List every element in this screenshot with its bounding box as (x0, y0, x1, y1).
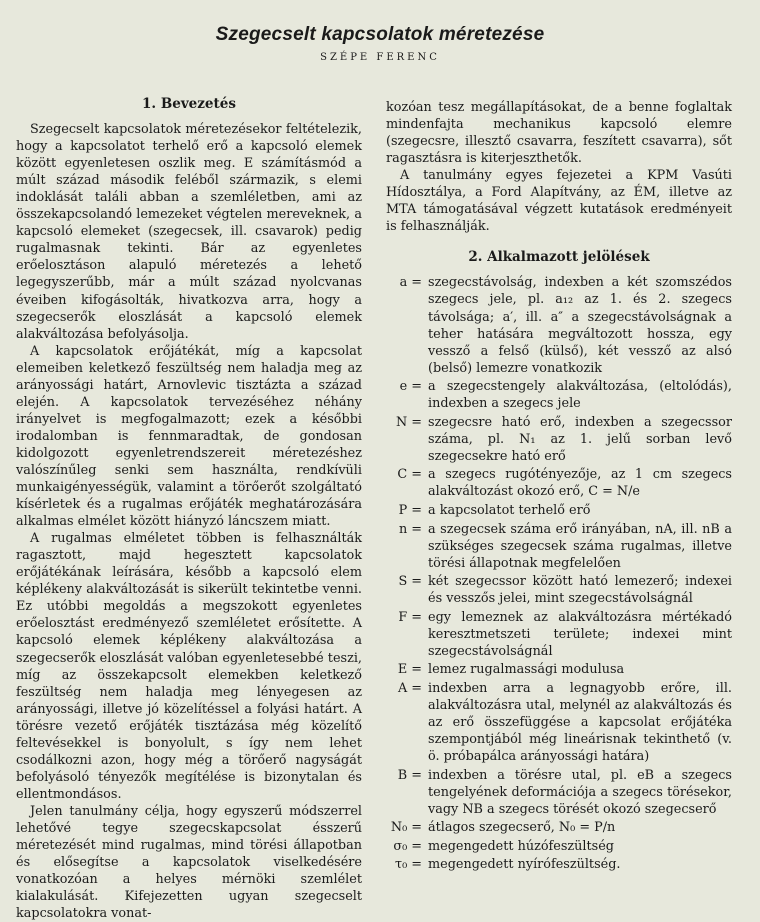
paragraph: kozóan tesz megállapításokat, de a benne foglaltak mindenfajta mechanikus kapcsoló elemre (szegecsre, illesztő csavarra, feszített csavarra), sőt ragasztásra is kiterjeszthetők. (386, 100, 732, 167)
paragraph: A rugalmas elméletet többen is felhasználták ragasztott, majd hegesztett kapcsolatok erőjátékának leírására, később a kapcsoló elem képlékeny alakváltozását is sikerült tekintetbe venni. Ez utóbbi megoldás a megszokott egyenletes erőelosztást eredményező szemléletet erősítette. A kapcsoló elemek képlékeny alakváltozása a szegecserők eloszlását valóban egyenletesebbé teszi, míg az összekapcsolt elemekben keletkező feszültség nem haladja meg lényegesen az arányossági, illetve jó közelítéssel a folyási határt. A törésre vezető erőjáték tisztázása még közelítő feltevésekkel is bonyolult, s így nem lehet csodálkozni azon, hogy még a törőerő nagyságát befolyásoló tényezők megítélése is bizonytalan és ellentmondásos. (16, 531, 362, 802)
right-column (386, 99, 732, 875)
definition-text: szegecstávolság, indexben a két szomszédos szegecs jele, pl. a₁₂ az 1. és 2. szegecs távolsága; a′, ill. a″ a szegecstávolságnak a teher hatására megváltozott hossza, egy vessző a felső (külső), két vessző az alsó (belső) lemezre vonatkozik (428, 275, 732, 376)
definition-symbol: τ₀ = (395, 857, 422, 873)
paragraph: A kapcsolatok erőjátékát, míg a kapcsolat elemeiben keletkező feszültség nem haladja meg az arányossági határt, Arnovlevic tisztázta a század elején. A kapcsolatok tervezéséhez néhány irányelvet is megfogalmazott; ezek a későbbi irodalomban is fennmaradtak, de gondosan kidolgozott egyenletrendszereit méretezéshez valószínűleg senki sem használta, rendkívüli munkaigényességük, valamint a törőerőt szolgáltató kísérletek és a rugalmas erőjáték meghatározására alkalmas elmélet között hiányzó láncszem miatt. (16, 343, 362, 530)
definition-symbol: B = (397, 767, 422, 783)
definition-symbol: N₀ = (390, 820, 422, 836)
definition-text: megengedett húzófeszültség (428, 838, 614, 854)
definition-item (386, 609, 732, 660)
definition-symbol: S = (398, 574, 422, 590)
definition-symbol: E = (397, 662, 422, 678)
definition-symbol: n = (398, 521, 422, 537)
definition-item (386, 274, 732, 376)
definition-text: a szegecsek száma erő irányában, nA, ill. nB a szükséges szegecsek száma rugalmas, illetve törési állapotnak megfelelően (428, 521, 732, 571)
definition-text: indexben a törésre utal, pl. eB a szegecs tengelyének deformációja a szegecs törésekor, vagy NB a szegecs törését okozó szegecserő (428, 767, 732, 817)
paragraph: A tanulmány egyes fejezetei a KPM Vasúti Hídosztálya, a Ford Alapítvány, az ÉM, illetve az MTA támogatásával végzett kutatások eredményeit is felhasználják. (386, 168, 732, 235)
definition-text: lemez rugalmassági modulusa (428, 662, 625, 678)
definition-text: a szegecstengely alakváltozása, (eltolódás), indexben a szegecs jele (428, 379, 732, 412)
definition-symbol: P = (398, 503, 422, 519)
definition-item (386, 680, 732, 765)
definition-symbol: e = (399, 379, 422, 395)
definition-text: megengedett nyírófeszültség. (428, 857, 621, 873)
definition-symbol: A = (397, 681, 422, 696)
definition-item (386, 414, 732, 465)
definition-text: a szegecs rugótényezője, az 1 cm szegecs alakváltozást okozó erő, C = N/e (428, 467, 732, 500)
definition-text: átlagos szegecserő, N₀ = P/n (428, 820, 616, 836)
definition-item (386, 502, 732, 519)
definition-symbol: σ₀ = (393, 838, 422, 854)
definition-item (386, 819, 732, 836)
section-1-heading: 1. Bevezetés (142, 96, 236, 112)
article-title: Szegecselt kapcsolatok méretezése (215, 24, 545, 45)
definition-symbol: F = (398, 609, 422, 625)
definition-item (386, 661, 732, 678)
article-author: SZÉPE FERENC (320, 52, 440, 63)
definition-item (386, 767, 732, 818)
left-column (16, 96, 362, 922)
definition-item (386, 838, 732, 855)
definition-item (386, 378, 732, 412)
definition-symbol: N = (396, 414, 422, 430)
definition-text: indexben arra a legnagyobb erőre, ill. alakváltozásra utal, melynél az alakváltozás és az erő összefüggése a kapcsolat erőjátéka szempontjából még lineárisnak tekinthető (v. ö. próbapálca arányossági határa) (428, 681, 732, 765)
definition-item (386, 573, 732, 607)
definition-item (386, 521, 732, 572)
definition-text: két szegecssor között ható lemezerő; indexei és vesszős jelei, mint szegecstávolságnál (428, 574, 732, 607)
definition-text: a kapcsolatot terhelő erő (428, 503, 591, 519)
definition-item (386, 466, 732, 500)
definition-symbol: C = (397, 467, 422, 483)
definition-text: egy lemeznek az alakváltozásra mértékadó keresztmetszeti területe; indexei mint szegecstávolságnál (428, 609, 732, 659)
paragraph: Szegecselt kapcsolatok méretezésekor feltételezik, hogy a kapcsolatot terhelő erő a kapcsoló elemek között egyenletesen oszlik meg. E számításmód a múlt század második feléből származik, s elemi indoklását találi abban a szemléletben, ami az összekapcsolandó lemezeket végtelen mereveknek, a kapcsoló elemeket (szegecsek, ill. csavarok) pedig rugalmasnak tekinti. Bár az egyenletes erőelosztáson alapuló méretezés a lehető legegyszerűbb, már a múlt század nyolcvanas éveiben kifogásolták, hivatkozva arra, hogy a szegecserők eloszlását a kapcsoló elemek alakváltozása befolyásolja. (16, 122, 362, 342)
paragraph: Jelen tanulmány célja, hogy egyszerű módszerrel lehetővé tegye szegecskapcsolat ésszerű méretezését mind rugalmas, mind törési állapotban és elősegítse a kapcsolatok viselkedésére vonatkozóan a helyes mérnöki szemlélet kialakulását. Kifejezetten ugyan szegecselt kapcsolatokra vonat- (16, 803, 362, 922)
definition-symbol: a = (399, 275, 422, 291)
definition-text: szegecsre ható erő, indexben a szegecssor száma, pl. N₁ az 1. jelű sorban levő szegecsekre ható erő (428, 414, 732, 464)
section-2-heading: 2. Alkalmazott jelölések (468, 249, 650, 266)
